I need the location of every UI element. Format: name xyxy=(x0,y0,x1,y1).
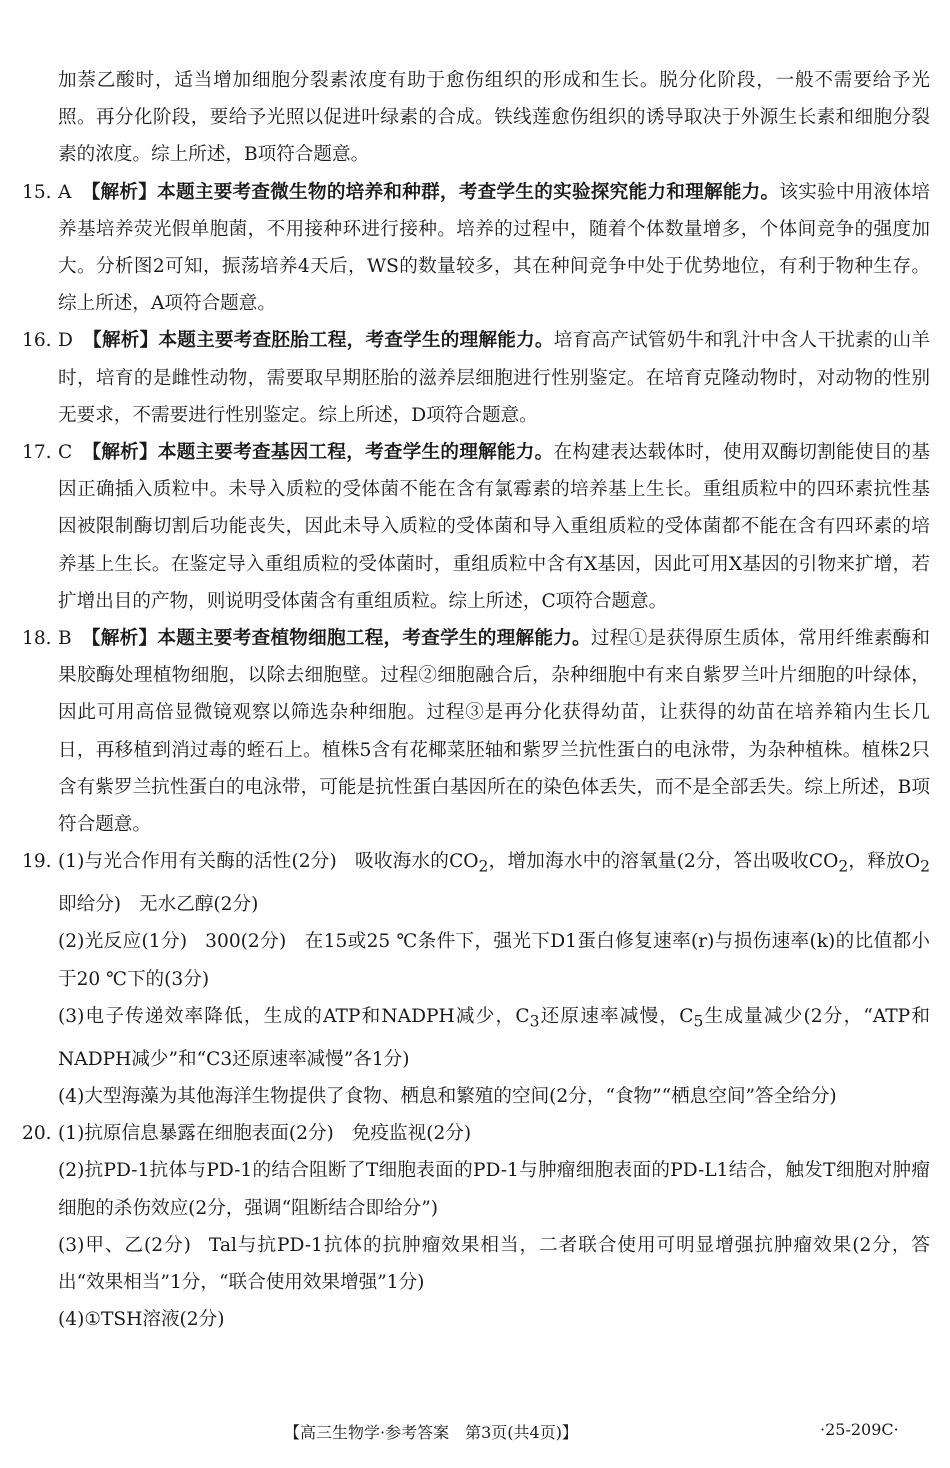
analysis-text: 过程①是获得原生质体，常用纤维素酶和果胶酶处理植物细胞，以除去细胞壁。过程②细胞融合后，杂种细胞中有来自紫罗兰叶片细胞的叶绿体，因此可用高倍显微镜观察以筛选杂种细胞。过程③是再分化获得幼苗，让获得的幼苗在培养箱内生长几日，再移植到消过毒的蛭石上。植株5含有花椰菜胚轴和紫罗兰抗性蛋白的电泳带，为杂种植株。植株2只含有紫罗兰抗性蛋白的电泳带，可能是抗性蛋白基因所在的染色体丢失，而不是全部丢失。综上所述，B项符合题意。 xyxy=(58,628,930,836)
analysis-text: 在构建表达载体时，使用双酶切割能使目的基因正确插入质粒中。未导入质粒的受体菌不能在含有氯霉素的培养基上生长。重组质粒中的四环素抗性基因被限制酶切割后功能丧失，因此未导入质粒的受体菌和导入重组质粒的受体菌都不能在含有四环素的培养基上生长。在鉴定导入重组质粒的受体菌时，重组质粒中含有X基因，因此可用X基因的引物来扩增，若扩增出目的产物，则说明受体菌含有重组质粒。综上所述，C项符合题意。 xyxy=(58,442,930,612)
q20-part-1b: 免疫监视(2分) xyxy=(351,1123,472,1145)
subscript: 2 xyxy=(920,857,930,876)
q19-part-1b: ，增加海水中的溶氧量(2分，答出吸收CO xyxy=(488,851,839,873)
question-number: 15. xyxy=(22,181,52,203)
q19-part-1a: (1)与光合作用有关酶的活性(2分) xyxy=(58,851,337,873)
analysis-text: 培育高产试管奶牛和乳汁中含人干扰素的山羊时，培育的是雌性动物，需要取早期胚胎的滋养层细胞进行性别鉴定。在培育克隆动物时，对动物的性别无要求，不需要进行性别鉴定。综上所述，D项符合题意。 xyxy=(58,330,930,426)
q19-part-1 xyxy=(58,843,930,923)
q19-part-2a: (2)光反应(1分) xyxy=(58,931,188,953)
question-number: 19. xyxy=(22,851,52,873)
question-number: 20. xyxy=(22,1123,52,1145)
subscript: 5 xyxy=(693,1012,704,1031)
q19-part-3c: 生成量减少(2分，“ATP和NADPH减少”和“C3还原速率减慢”各1分) xyxy=(58,1005,930,1070)
q20-part-1a: (1)抗原信息暴露在细胞表面(2分) xyxy=(58,1123,334,1145)
analysis-focus: 本题主要考查胚胎工程，考查学生的理解能力。 xyxy=(158,330,554,352)
q19-part-1b: 吸收海水的CO xyxy=(354,851,479,873)
question-16 xyxy=(22,322,930,434)
page-footer xyxy=(0,1416,950,1446)
q19-part-1c: 无水乙醇(2分) xyxy=(139,894,259,916)
subscript: 2 xyxy=(478,857,489,876)
question-19 xyxy=(22,843,930,1115)
question-18 xyxy=(22,620,930,843)
q20-part-3 xyxy=(58,1227,930,1301)
analysis-tag: 【解析】 xyxy=(81,181,158,203)
subscript: 3 xyxy=(529,1012,540,1031)
q19-part-1b: ，释放O xyxy=(848,851,921,873)
q19-part-2 xyxy=(58,923,930,997)
subscript: 2 xyxy=(838,857,849,876)
question-number: 18. xyxy=(22,628,52,650)
analysis-focus: 本题主要考查植物细胞工程，考查学生的理解能力。 xyxy=(157,628,591,650)
q20-part-3b: Tal与抗PD-1抗体的抗肿瘤效果相当，二者联合使用可明显增强抗肿瘤效果(2分，答出“效果相当”1分，“联合使用效果增强”1分) xyxy=(58,1234,930,1293)
q19-part-1b: 即给分) xyxy=(58,894,122,916)
q19-part-4: (4)大型海藻为其他海洋生物提供了食物、栖息和繁殖的空间(2分，“食物”“栖息空间”答全给分) xyxy=(58,1085,837,1107)
analysis-tag: 【解析】 xyxy=(82,442,158,464)
analysis-tag: 【解析】 xyxy=(82,330,159,352)
question-number: 17. xyxy=(22,442,52,464)
answer-letter: A xyxy=(58,181,72,203)
q19-part-2b: 300(2分) xyxy=(205,931,287,953)
answer-letter: B xyxy=(58,628,72,650)
q19-part-3a: (3)电子传递效率降低，生成的ATP和NADPH减少，C xyxy=(58,1005,530,1027)
analysis-tag: 【解析】 xyxy=(81,628,158,650)
question-17 xyxy=(22,434,930,620)
question-20 xyxy=(22,1115,930,1338)
footer-code: ·25-209C· xyxy=(820,1420,899,1439)
q19-part-2c: 在15或25 ℃条件下，强光下D1蛋白修复速率(r)与损伤速率(k)的比值都小于20 ℃下的(3分) xyxy=(58,931,931,990)
q19-part-3 xyxy=(58,998,930,1078)
q20-part-3a: (3)甲、乙(2分) xyxy=(58,1234,191,1256)
q19-part-3b: 还原速率减慢，C xyxy=(539,1005,694,1027)
question-15 xyxy=(22,174,930,323)
footer-title: 【高三生物学·参考答案 第3页(共4页)】 xyxy=(284,1423,578,1442)
analysis-text: 该实验中用液体培养基培养荧光假单胞菌，不用接种环进行接种。培养的过程中，随着个体数量增多，个体间竞争的强度加大。分析图2可知，振荡培养4天后，WS的数量较多，其在种间竞争中处于优势地位，有利于物种生存。综上所述，A项符合题意。 xyxy=(58,181,930,315)
q20-part-2: (2)抗PD-1抗体与PD-1的结合阻断了T细胞表面的PD-1与肿瘤细胞表面的PD-L1结合，触发T细胞对肿瘤细胞的杀伤效应(2分，强调“阻断结合即给分”) xyxy=(58,1160,930,1219)
question-number: 16. xyxy=(22,330,52,352)
answer-letter: C xyxy=(58,442,73,464)
q20-part-1 xyxy=(58,1115,930,1152)
page-content xyxy=(22,62,930,1338)
continuation-paragraph: 加萘乙酸时，适当增加细胞分裂素浓度有助于愈伤组织的形成和生长。脱分化阶段，一般不需要给予光照。再分化阶段，要给予光照以促进叶绿素的合成。铁线莲愈伤组织的诱导取决于外源生长素和细胞分裂素的浓度。综上所述，B项符合题意。 xyxy=(58,70,930,166)
analysis-focus: 本题主要考查基因工程，考查学生的理解能力。 xyxy=(157,442,554,464)
analysis-focus: 本题主要考查微生物的培养和种群，考查学生的实验探究能力和理解能力。 xyxy=(157,181,780,203)
answer-letter: D xyxy=(58,330,73,352)
q20-part-4: (4)①TSH溶液(2分) xyxy=(58,1309,225,1331)
